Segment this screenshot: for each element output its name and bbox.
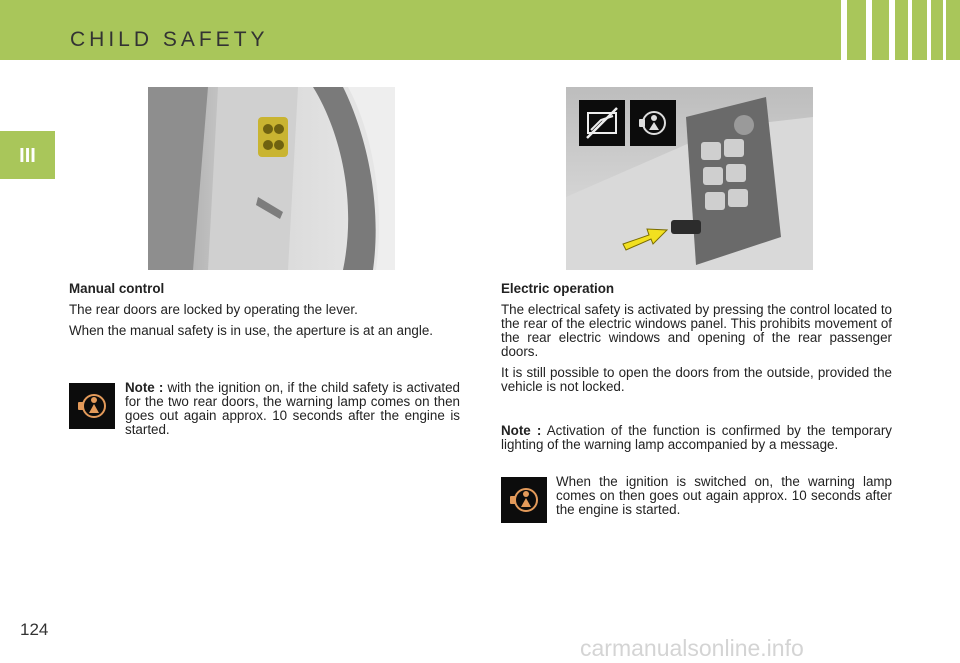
- manual-control-section: [69, 282, 460, 345]
- window-switch-panel-photo: [566, 87, 813, 270]
- page-title: CHILD SAFETY: [70, 28, 269, 51]
- header-stripe: [908, 0, 912, 60]
- header-stripe: [889, 0, 895, 60]
- manual-control-heading: Manual control: [69, 281, 165, 296]
- yellow-arrow-icon: [621, 222, 671, 252]
- left-note: [125, 381, 460, 444]
- manual-control-para-2: When the manual safety is in use, the aperture is at an angle.: [69, 323, 433, 338]
- electric-operation-heading: Electric operation: [501, 281, 615, 296]
- page-number: 124: [20, 620, 49, 639]
- child-safety-warning-icon: [630, 100, 676, 146]
- window-lock-icon: [579, 100, 625, 146]
- header-stripe: [841, 0, 847, 60]
- door-lock-photo: [148, 87, 395, 270]
- note-text: with the ignition on, if the child safety is activated for the two rear doors, the warning lamp comes on then goes out again approx. 10 seconds after the engine is started.: [125, 380, 461, 437]
- chapter-label: III: [19, 145, 36, 167]
- note-label: Note :: [125, 380, 164, 395]
- electric-operation-para-2: It is still possible to open the doors from the outside, provided the vehicle is not locked.: [501, 365, 892, 394]
- right-lamp-note: [556, 475, 892, 524]
- note-text: Activation of the function is confirmed by the temporary lighting of the warning lamp accompanied by a message.: [501, 423, 892, 452]
- child-safety-warning-icon: [69, 383, 115, 429]
- electric-operation-para-1: The electrical safety is activated by pressing the control located to the rear of the electric windows panel. This prohibits movement of the rear electric windows and opening of the rear passenger doors.: [501, 302, 892, 359]
- note-label: Note :: [501, 423, 542, 438]
- header-stripe: [943, 0, 946, 60]
- watermark: carmanualsonline.info: [580, 635, 804, 661]
- header-stripe: [927, 0, 931, 60]
- child-safety-warning-icon: [501, 477, 547, 523]
- lamp-note-text: When the ignition is switched on, the warning lamp comes on then goes out again approx. 10 seconds after the engine is started.: [556, 474, 892, 517]
- manual-control-para-1: The rear doors are locked by operating the lever.: [69, 302, 358, 317]
- electric-operation-section: [501, 282, 892, 401]
- header-bar: [0, 0, 960, 60]
- right-note: [501, 424, 892, 459]
- header-stripe: [866, 0, 872, 60]
